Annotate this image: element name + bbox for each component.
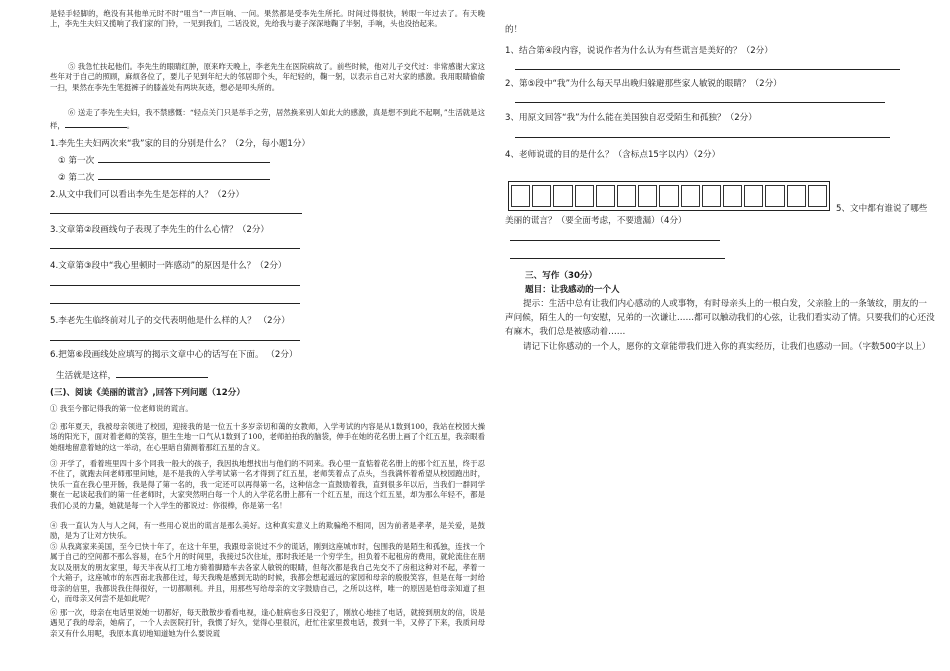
grid-cell[interactable] [787,185,806,207]
paragraph-6-text: ⑥ 送走了李先生夫妇，我不禁感慨：“轻点关门只是举手之劳，居然换来别人如此大的感激，真是想不到此不起啊，”生活就是这样， [50,108,485,131]
passage-paragraph-6: ⑥ 送走了李先生夫妇，我不禁感慨：“轻点关门只是举手之劳，居然换来别人如此大的感激，真是想不到此不起啊，”生活就是这样， 。 [50,108,485,131]
grid-cell[interactable] [765,185,784,207]
answer-1b-line[interactable] [98,170,270,180]
passage-intro: 是轻手轻脚的，绝没有其他单元时不时“咀当”一声巨响、一问。果然都是受李先生所托。时间过得很快，转眼一年过去了。有天晚上，李先生夫妇又揽响了我们家的门铃，一见到我们，二话没说，先给我与妻子深深地鞠了半躬，手响，头也没抬起来。 [50,9,485,29]
passage-paragraph-5: ⑤ 我急忙扶起他们。李先生的眼睛红肿，原来昨天晚上，李老先生在医院病故了。前些时候，他对儿子交代过：非常感谢大家这些年对于自己的照顾，麻烦各位了，要儿子见到年纪大的邻居即个头，年纪轻的，鞠一躬，以表示自己对大家的感激。我用眼睛偷偷一扫，果然在李先生笔挺裤子的膝盖处有两块灰迹，想必是叩头所的。 [50,62,485,92]
grid-cell[interactable] [808,185,827,207]
grid-cell[interactable] [681,185,700,207]
grid-cell[interactable] [575,185,594,207]
answer-6-line[interactable] [116,368,208,378]
writing-topic: 题目：让我感动的一个人 [525,285,620,295]
reading-answer-5-line-1[interactable] [510,240,720,241]
reading-question-5: 5、文中都有谁说了哪些 [836,204,928,214]
reading-answer-3-line[interactable] [515,137,890,138]
writing-request: 请记下让你感动的一个人，愿你的文章能带我们进入你的真实经历，让我们也感动一回。（字数500字以上） [523,342,931,352]
reading-question-3: 3、用原文回答“我”为什么能在美国独自忍受陌生和孤独？（2分） [505,113,757,123]
grid-cell[interactable] [659,185,678,207]
paragraph-6-blank[interactable] [65,118,127,128]
answer-grid[interactable] [508,181,830,211]
answer-3-line[interactable] [50,248,300,249]
answer-2-line[interactable] [50,213,302,214]
reading-question-1: 1、结合第④段内容，说说作者为什么认为有些谎言是美好的？（2分） [505,46,773,56]
reading-paragraph-2: ② 那年夏天，我被母亲领进了校园，迎接我的是一位五十多岁亲切和蔼的女教师，入学考试的内容是从1数到100，我站在校园大操场的阳光下，面对着老师的笑容，胆生生地一口气从1数到了100，老师拍拍我的脑袋，伸手在她的花名册上画了个红五星，我亲眼看她细地留意着她的这一举动，在心里暗自猜测着那红五星的含义。 [50,422,485,452]
question-2: 2.从文中我们可以看出李先生是怎样的人？（2分） [50,190,245,200]
question-1b: ② 第二次 [58,170,270,184]
question-1: 1.李先生夫妇两次来“我”家的目的分别是什么？（2分，每小题1分） [50,139,311,149]
reading-question-5-cont: 美丽的谎言？（要全面考虑，不要遗漏）（4分） [505,216,687,226]
grid-cell[interactable] [532,185,551,207]
grid-cell[interactable] [744,185,763,207]
grid-cell[interactable] [723,185,742,207]
answer-1a-line[interactable] [98,153,270,163]
reading-answer-2-line[interactable] [515,102,885,103]
continued-text: 的！ [505,25,523,35]
answer-4-line-2[interactable] [50,303,300,304]
grid-cell[interactable] [638,185,657,207]
reading-paragraph-5: ⑤ 从我离家来美国，至今已快十年了，在这十年里，我跟母亲说过不少的谎话，刚到这座城市时，包围我的是陌生和孤独，连找一个属于自己的空间都不那么容易，在5个月的时间里，我接过5次住址，那时我还是一个穷学生，担负着不起租房的费用，就轮流住在朋友以及朋友的朋友家里，每天半夜从打工地方骑着脚踏车去各家人敏锐的眼睛，但每次都是我自己先交不了房租这种对不起，孝着一个大箱子，这座城市的东西南北我都住过，每天我晚是感到无助的时候，我都会想起遥远的家园和母亲的殷殷笑容，但是在每一封给母亲的信里，我都说我住得很好，一切都顺利。并且，用那些写给母亲的文字鼓励自己，之所以这样，唯一的原因是怕母亲知道了担心，而母亲又何尝不是如此呢？ [50,542,485,604]
reading-paragraph-1: ① 我至今都记得我的第一位老师说的谎言。 [50,404,193,413]
reading-paragraph-3: ③ 开学了，看着班里四十多个同我一般大的孩子，我因执地想找出与他们的不同来。我心里一直惦着花名册上的那个红五星，终于忍不住了，就跑去问老师那里问她，是不是我的入学考试第一名才得到了红五星，老师笑着点了点头，当我满怀着希望从校园跑出时，快乐一直在我心里开肠，我是得了第一名的，我一定还可以再得第一名，这种信念一直鼓励着我，直到很多年以后，当我们一群同学聚在一起谈起我们的第一任老师时，大家突然明白每一个人的入学花名册上都有一个红五星，而这个红五星，却为那么年轻不，都是我们心灵的力量，她就是每一个入学生的都说过：你很棒，你是第一名！ [50,459,485,510]
answer-4-line-1[interactable] [50,285,300,286]
answer-5-line[interactable] [50,340,300,341]
grid-cell[interactable] [617,185,636,207]
writing-section-title: 三、写作（30分） [525,271,598,281]
reading-paragraph-6: ⑥ 那一次，母亲在电话里说她一切都好，每天散散步看看电视，逢心脏病也多日没犯了，刚放心地挂了电话，就接到朋友的信，说是遇见了我的母亲，她病了，一个人去医院打针，我惯了好久，觉得心里很沉，赶忙往家里拨电话，拨到一半，又停了下来，我质问母亲又有什么用呢，我原本真切地知道她为什么要说谎 [50,608,485,638]
question-3: 3.文章第②段画线句子表现了李先生的什么心情？（2分） [50,225,270,235]
question-1a: ① 第一次 [58,153,270,167]
reading-paragraph-4: ④ 我一直认为人与人之间，有一些用心说出的谎言是那么美好。这种真实意义上的欺骗绝不相同，因为前者是孝孝，是关爱，是鼓励，是为了让对方快乐。 [50,521,485,541]
grid-cell[interactable] [511,185,530,207]
reading-answer-1-line[interactable] [515,69,900,70]
writing-tips: 提示：生活中总有让我们内心感动的人或事物，有时母亲头上的一根白发，父亲脸上的一条皱纹，朋友的一声问候，陌生人的一句安慰，兄弟的一次谦让……都可以触动我们的心弦，让我们看实动了情。只要我们的心还没有麻木，我们总是被感动着…… [505,299,935,337]
question-4: 4.文章第③段中“我心里顿时一阵感动”的原因是什么？（2分） [50,261,287,271]
grid-cell[interactable] [596,185,615,207]
grid-cell[interactable] [702,185,721,207]
reading-question-2: 2、第⑤段中“我”为什么每天早出晚归躲避那些家人敏锐的眼睛？（2分） [505,79,782,89]
question-6-answer: 生活就是这样， [56,368,208,382]
reading-question-4: 4、老师说谎的目的是什么？（含标点15字以内）（2分） [505,150,721,160]
reading-answer-5-line-2[interactable] [510,258,725,259]
question-6: 6.把第⑥段画线处应填写的揭示文章中心的话写在下面。 （2分） [50,350,298,360]
question-5: 5.李老先生临终前对儿子的交代表明他是什么样的人？ （2分） [50,316,290,326]
grid-cell[interactable] [553,185,572,207]
section-3-title: (三)、阅读《美丽的谎言》,回答下列问题（12分） [50,388,245,398]
